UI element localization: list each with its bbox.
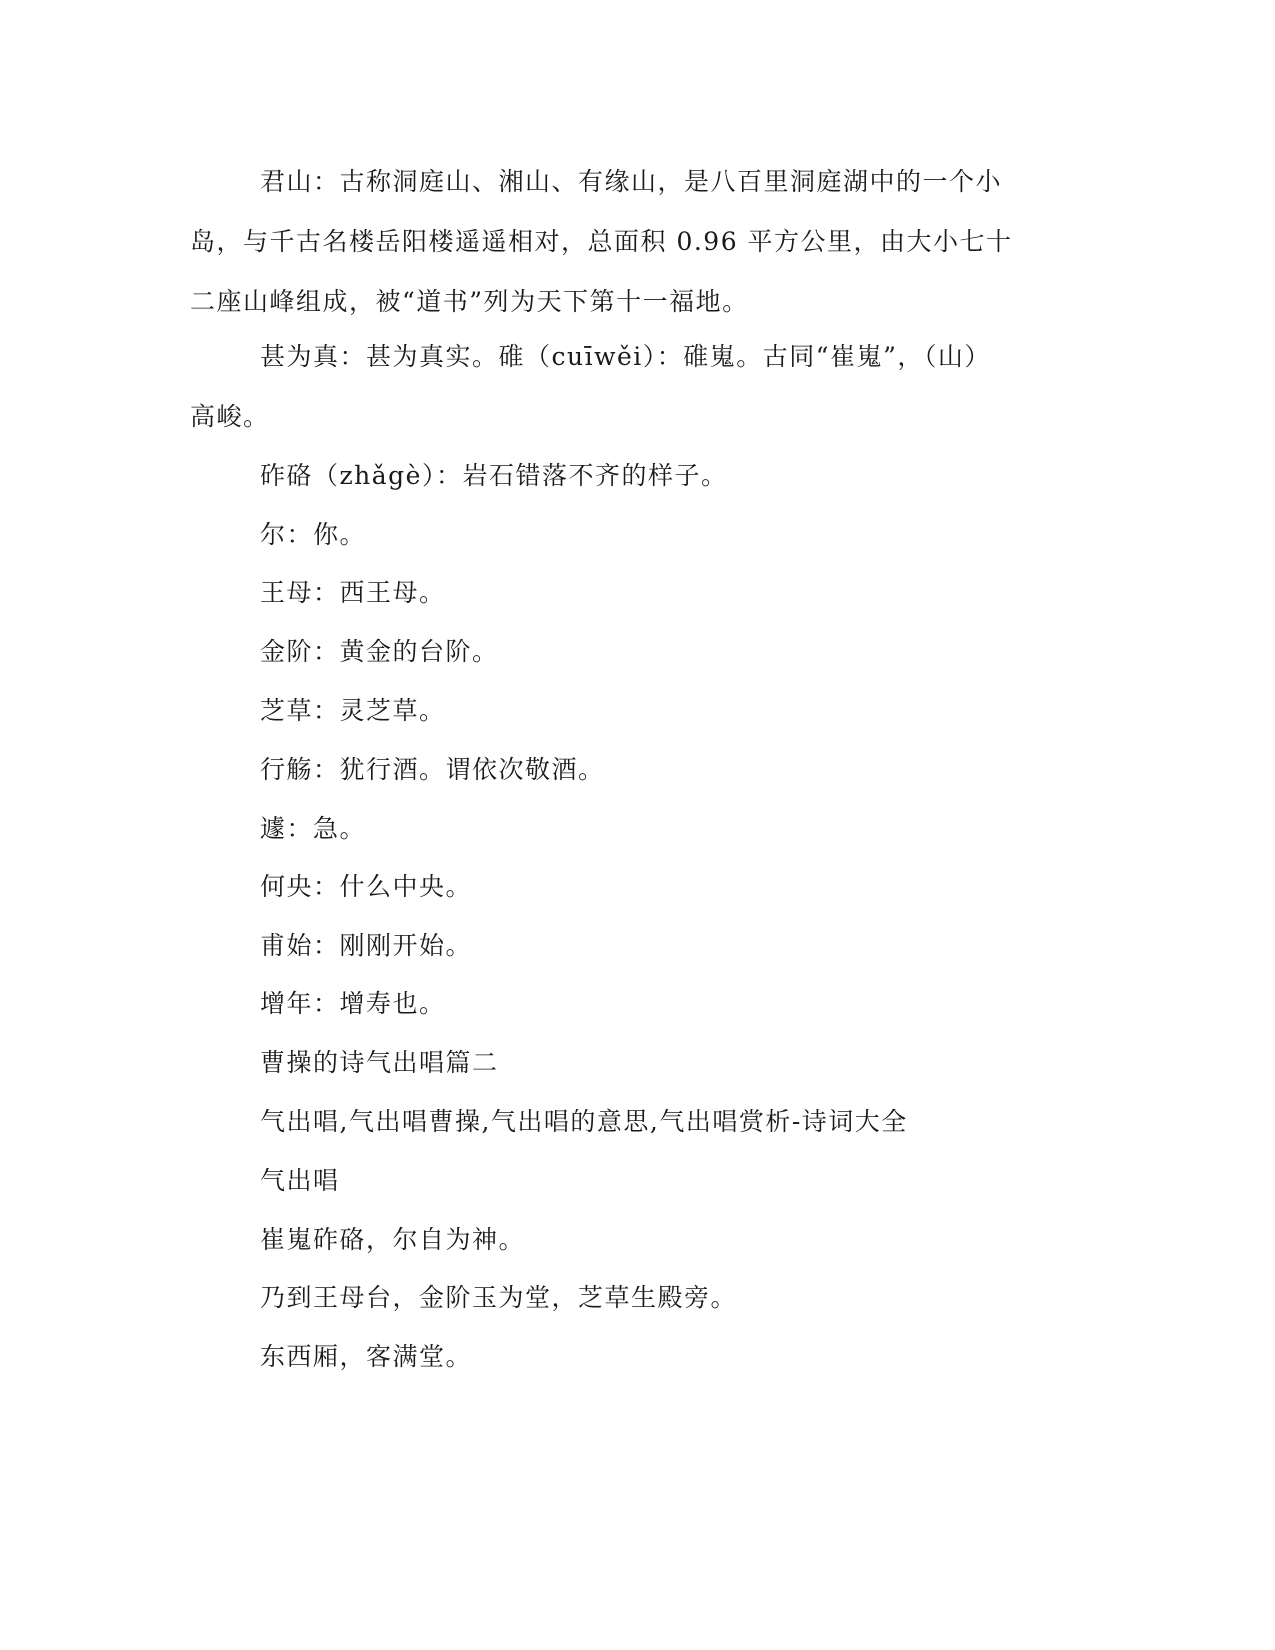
annotation-line: 行觞：犹行酒。谓依次敬酒。 (260, 755, 605, 784)
paragraph-line: 二座山峰组成，被“道书”列为天下第十一福地。 (190, 287, 749, 316)
annotation-line: 甫始：刚刚开始。 (260, 931, 473, 960)
annotation-line: 芝草：灵芝草。 (260, 696, 446, 725)
poem-line: 乃到王母台，金阶玉为堂，芝草生殿旁。 (260, 1283, 738, 1312)
annotation-line: 砟硌（zhǎgè）：岩石错落不齐的样子。 (260, 461, 728, 490)
section-heading: 曹操的诗气出唱篇二 (260, 1048, 499, 1077)
paragraph-line: 高峻。 (190, 402, 270, 431)
paragraph-line: 岛，与千古名楼岳阳楼遥遥相对，总面积 0.96 平方公里，由大小七十 (190, 227, 1013, 256)
annotation-line: 王母：西王母。 (260, 578, 446, 607)
annotation-line: 增年：增寿也。 (260, 989, 446, 1018)
paragraph-line: 君山：古称洞庭山、湘山、有缘山，是八百里洞庭湖中的一个小 (260, 167, 1003, 196)
poem-line: 崔嵬砟硌，尔自为神。 (260, 1225, 526, 1254)
annotation-line: 何央：什么中央。 (260, 872, 473, 901)
poem-title: 气出唱 (260, 1166, 340, 1195)
annotation-paragraph-junshan (190, 152, 1070, 332)
annotation-paragraph-shenweizhen (190, 327, 1070, 447)
annotation-line: 金阶：黄金的台阶。 (260, 637, 499, 666)
paragraph-line: 甚为真：甚为真实。碓（cuīwěi）：碓嵬。古同“崔嵬”，（山） (260, 342, 991, 371)
source-title-line: 气出唱,气出唱曹操,气出唱的意思,气出唱赏析-诗词大全 (260, 1107, 908, 1136)
annotation-line: 遽：急。 (260, 814, 367, 843)
annotation-line: 尔：你。 (260, 520, 367, 549)
poem-line: 东西厢，客满堂。 (260, 1342, 473, 1371)
